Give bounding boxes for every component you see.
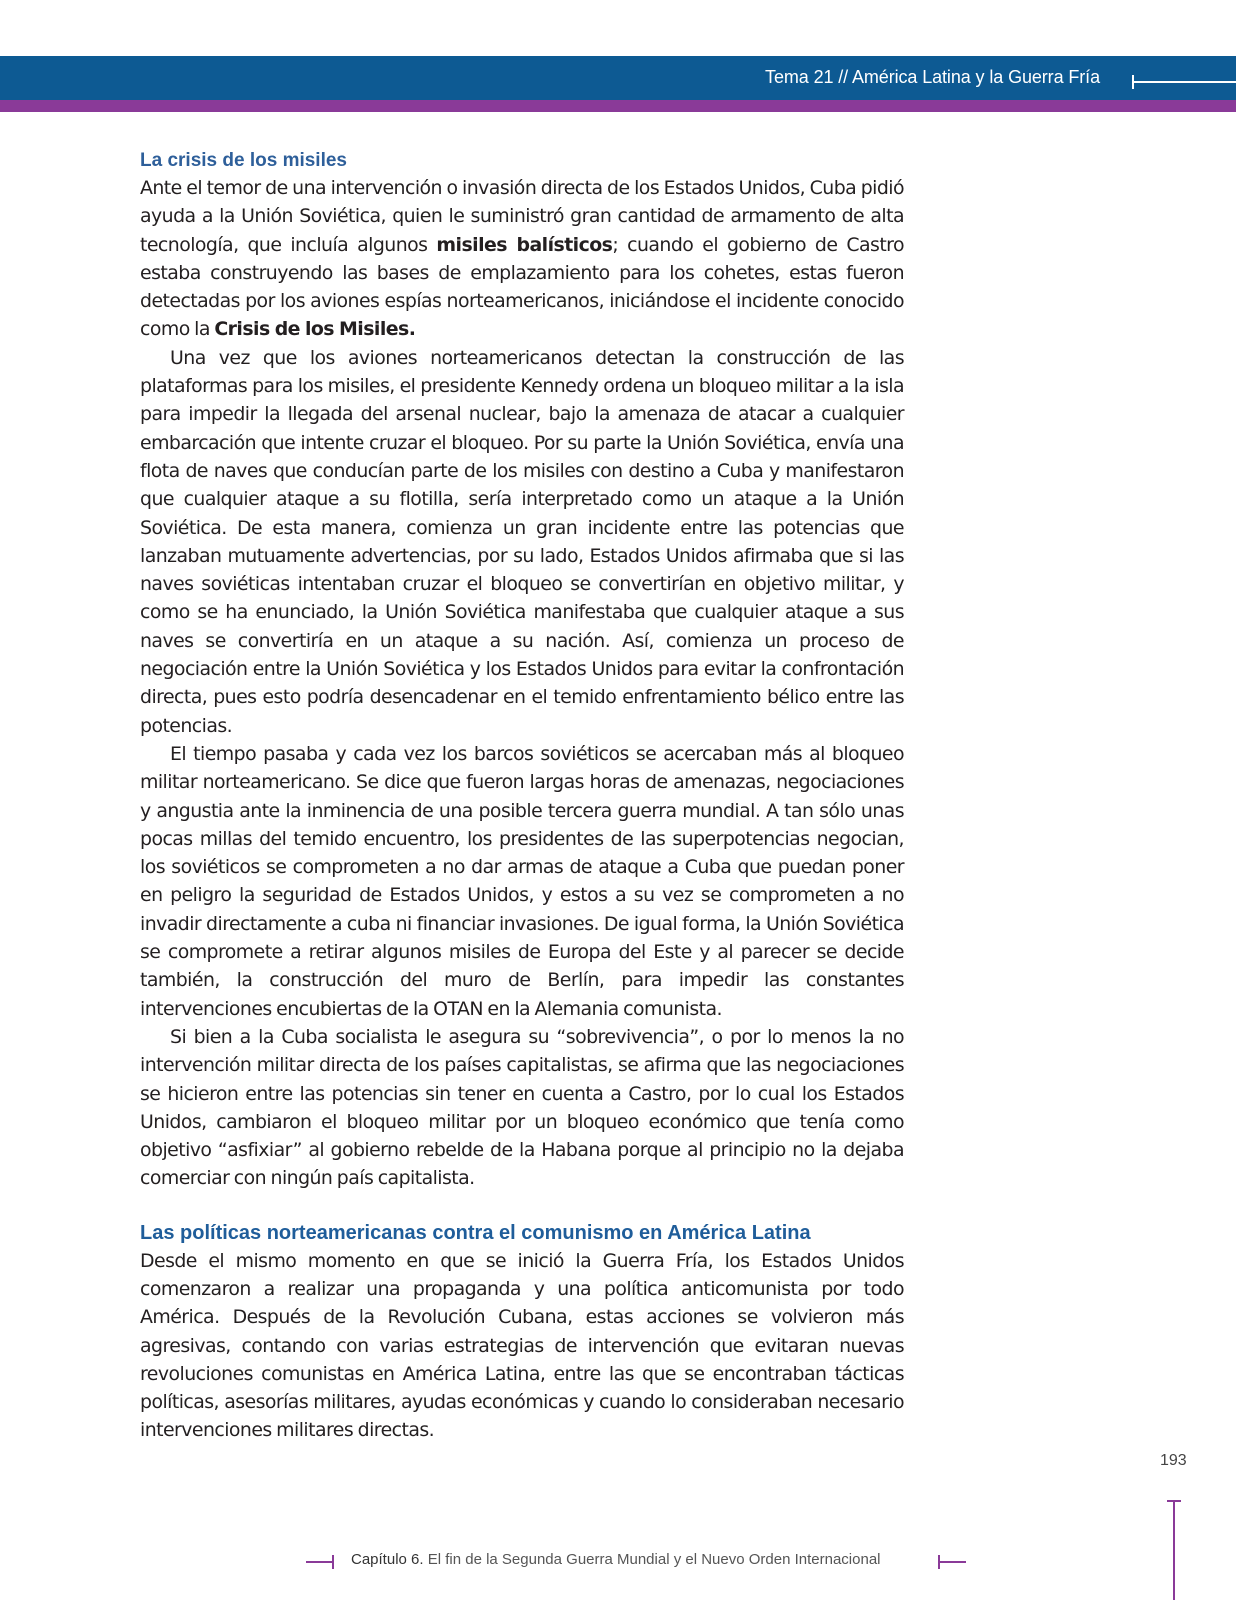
- paragraph-4: Si bien a la Cuba socialista le asegura su “sobrevivencia”, o por lo menos la no intervención militar directa de los países capitalistas, se afirma que las negociaciones se hicieron entre las potencias sin tener en cuenta a Castro, por lo cual los Estados Unidos, cambiaron el bloqueo militar por un bloqueo económico que tenía como objetivo “asfixiar” al gobierno rebelde de la Habana porque al principio no la dejaba comerciar con ningún país capitalista.: [140, 1025, 904, 1190]
- footer-left-rule: [306, 1561, 334, 1563]
- header-rule: [1132, 81, 1236, 83]
- paragraph-1: [140, 174, 904, 344]
- paragraph-3: El tiempo pasaba y cada vez los barcos soviéticos se acercaban más al bloqueo militar norteamericano. Se dice que fueron largas horas de amenazas, negociaciones y angustia ante la inminencia de una posible tercera guerra mundial. A tan sólo unas pocas millas del temido encuentro, los presidentes de las superpotencias negocian, los soviéticos se comprometen a no dar armas de ataque a Cuba que puedan poner en peligro la seguridad de Estados Unidos, y estos a su vez se comprometen a no invadir directamente a cuba ni financiar invasiones. De igual forma, la Unión Soviética se compromete a retirar algunos misiles de Europa del Este y al parecer se decide también, la construcción del muro de Berlín, para impedir las constantes intervenciones encubiertas de la OTAN en la Alemania comunista.: [140, 742, 904, 1020]
- footer-right-rule: [938, 1561, 966, 1563]
- header-stripe: [0, 100, 1236, 112]
- footer-chapter-label: Capítulo 6.: [351, 1551, 424, 1568]
- paragraph-1-bold-crisis: Crisis de los Misiles.: [214, 318, 416, 341]
- section-heading-missile-crisis: La crisis de los misiles: [140, 150, 347, 171]
- paragraph-1-part-c: ; cuando el gobierno de Castro estaba construyendo las bases de emplazamiento para los cohetes, estas fueron detectadas por los aviones espías norteamericanos, iniciándose el incidente conocido como la: [140, 233, 904, 341]
- paragraph-1-part-a: Ante el temor de una intervención o invasión directa de los Estados Unidos, Cuba pidió ayuda a la Unión Soviética, quien le suministró gran cantidad de armamento de alta tecnología, que incluía algunos: [140, 177, 904, 256]
- section-heading-us-policies: Las políticas norteamericanas contra el comunismo en América Latina: [140, 1221, 811, 1244]
- footer-left-tick: [332, 1555, 334, 1569]
- page-number: 193: [1160, 1452, 1187, 1469]
- paragraph-1-bold-misiles: misiles balísticos: [436, 233, 613, 256]
- page-content: [140, 148, 904, 1445]
- paragraph-5: Desde el mismo momento en que se inició la Guerra Fría, los Estados Unidos comenzaron a realizar una propaganda y una política anticomunista por todo América. Después de la Revolución Cubana, estas acciones se volvieron más agresivas, contando con varias estrategias de intervención que evitaran nuevas revoluciones comunistas en América Latina, entre las que se encontraban tácticas políticas, asesorías militares, ayudas económicas y cuando lo consideraban necesario intervenciones militares directas.: [140, 1249, 904, 1442]
- header-title: Tema 21 // América Latina y la Guerra Fría: [765, 67, 1100, 87]
- footer-chapter-title: El fin de la Segunda Guerra Mundial y el Nuevo Orden Internacional: [427, 1551, 881, 1568]
- footer: [0, 1550, 1236, 1572]
- footer-chapter: [351, 1551, 881, 1568]
- paragraph-2: Una vez que los aviones norteamericanos detectan la construcción de las plataformas para los misiles, el presidente Kennedy ordena un bloqueo militar a la isla para impedir la llegada del arsenal nuclear, bajo la amenaza de atacar a cualquier embarcación que intente cruzar el bloqueo. Por su parte la Unión Soviética, envía una flota de naves que conducían parte de los misiles con destino a Cuba y manifestaron que cualquier ataque a su flotilla, sería interpretado como un ataque a la Unión Soviética. De esta manera, comienza un gran incidente entre las potencias que lanzaban mutuamente advertencias, por su lado, Estados Unidos afirmaba que si las naves soviéticas intentaban cruzar el bloqueo se convertirían en objetivo militar, y como se ha enunciado, la Unión Soviética manifestaba que cualquier ataque a sus naves se convertiría en un ataque a su nación. Así, comienza un proceso de negociación entre la Unión Soviética y los Estados Unidos para evitar la confrontación directa, pues esto podría desencadenar en el temido enfrentamiento bélico entre las potencias.: [140, 346, 904, 737]
